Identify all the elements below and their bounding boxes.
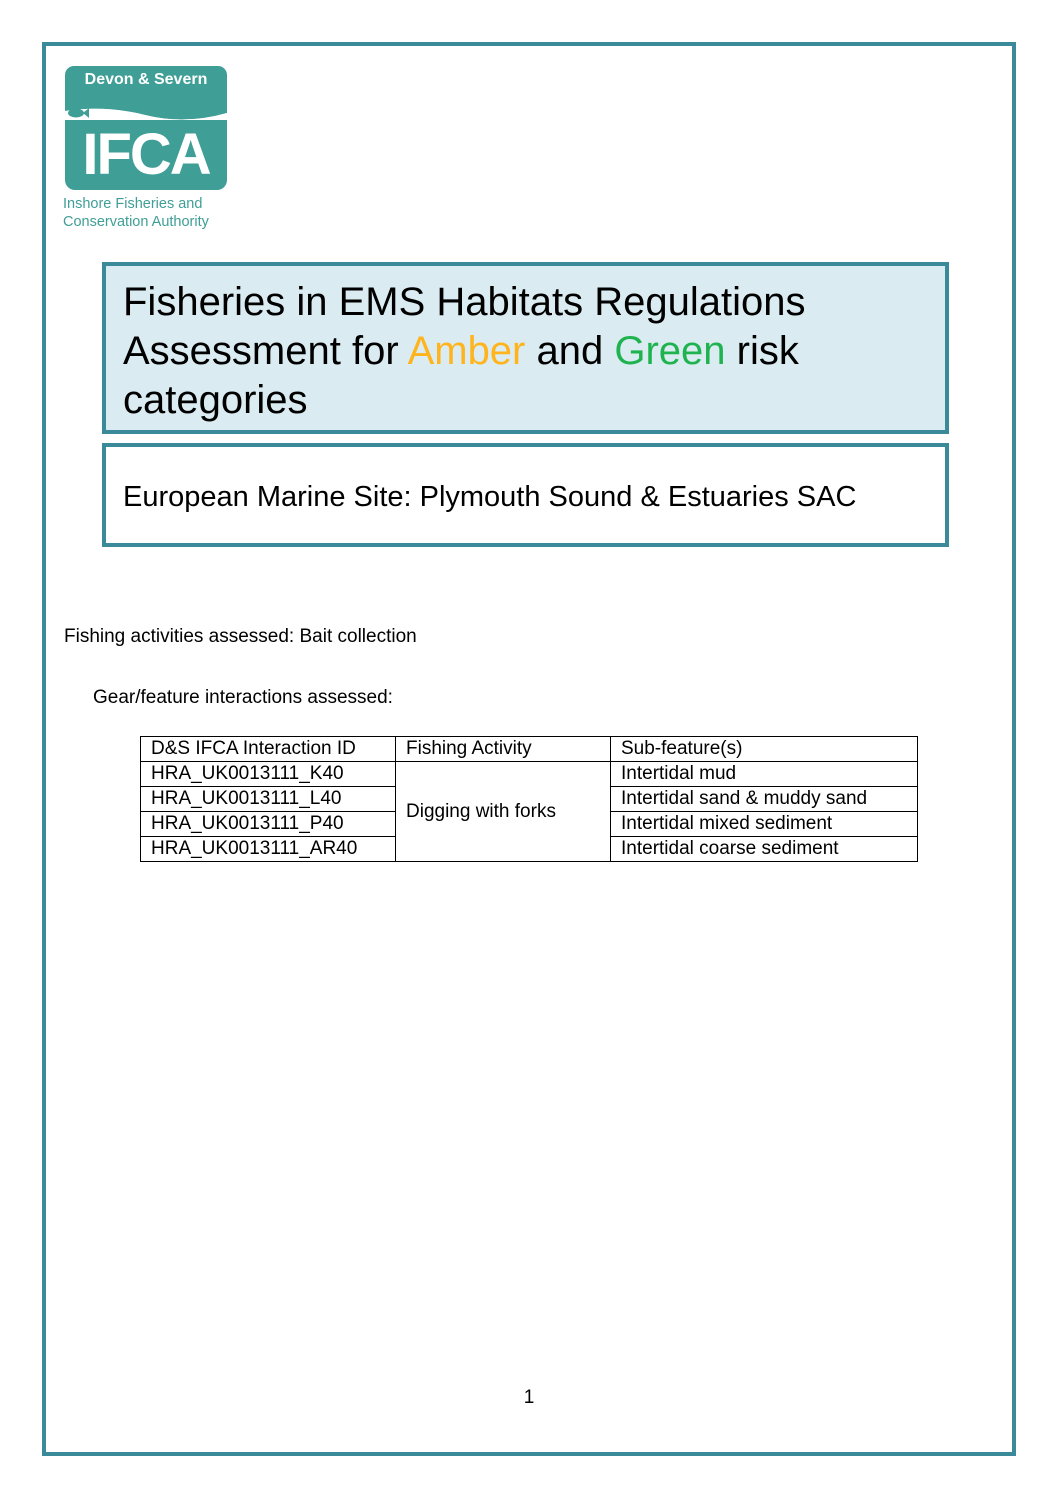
title-part3: risk categories [123,329,799,422]
fish-icon [67,107,89,119]
interaction-id-cell: HRA_UK0013111_L40 [141,787,396,812]
site-box [102,443,949,547]
subfeature-cell: Intertidal coarse sediment [611,837,918,862]
title-part1: Fisheries in EMS Habitats Regulations Assessment for [123,280,806,373]
title-amber: Amber [407,329,526,373]
subfeature-cell: Intertidal mixed sediment [611,812,918,837]
subfeature-cell: Intertidal mud [611,762,918,787]
ifca-logo [63,64,231,236]
table-row [141,762,918,787]
header-subfeature: Sub-feature(s) [611,737,918,762]
interaction-id-cell: HRA_UK0013111_AR40 [141,837,396,862]
logo-subtitle-line2: Conservation Authority [63,214,209,230]
interactions-heading: Gear/feature interactions assessed: [93,687,393,708]
page-number: 1 [523,1387,535,1408]
logo-brand-top: Devon & Severn [84,71,208,88]
header-fishing-activity: Fishing Activity [396,737,611,762]
logo-subtitle [63,195,233,231]
title-part2: and [525,329,615,373]
interaction-id-cell: HRA_UK0013111_K40 [141,762,396,787]
fishing-activity-cell: Digging with forks [396,762,611,862]
interactions-table [140,736,918,862]
title-green: Green [614,329,726,373]
document-title [123,278,933,425]
title-box [102,262,949,434]
logo-subtitle-line1: Inshore Fisheries and [63,196,203,212]
logo-mark: IFCA [82,122,210,187]
header-interaction-id: D&S IFCA Interaction ID [141,737,396,762]
subfeature-cell: Intertidal sand & muddy sand [611,787,918,812]
table-header-row [141,737,918,762]
activities-line: Fishing activities assessed: Bait collection [64,626,417,647]
site-name: European Marine Site: Plymouth Sound & Estuaries SAC [123,481,857,513]
interaction-id-cell: HRA_UK0013111_P40 [141,812,396,837]
